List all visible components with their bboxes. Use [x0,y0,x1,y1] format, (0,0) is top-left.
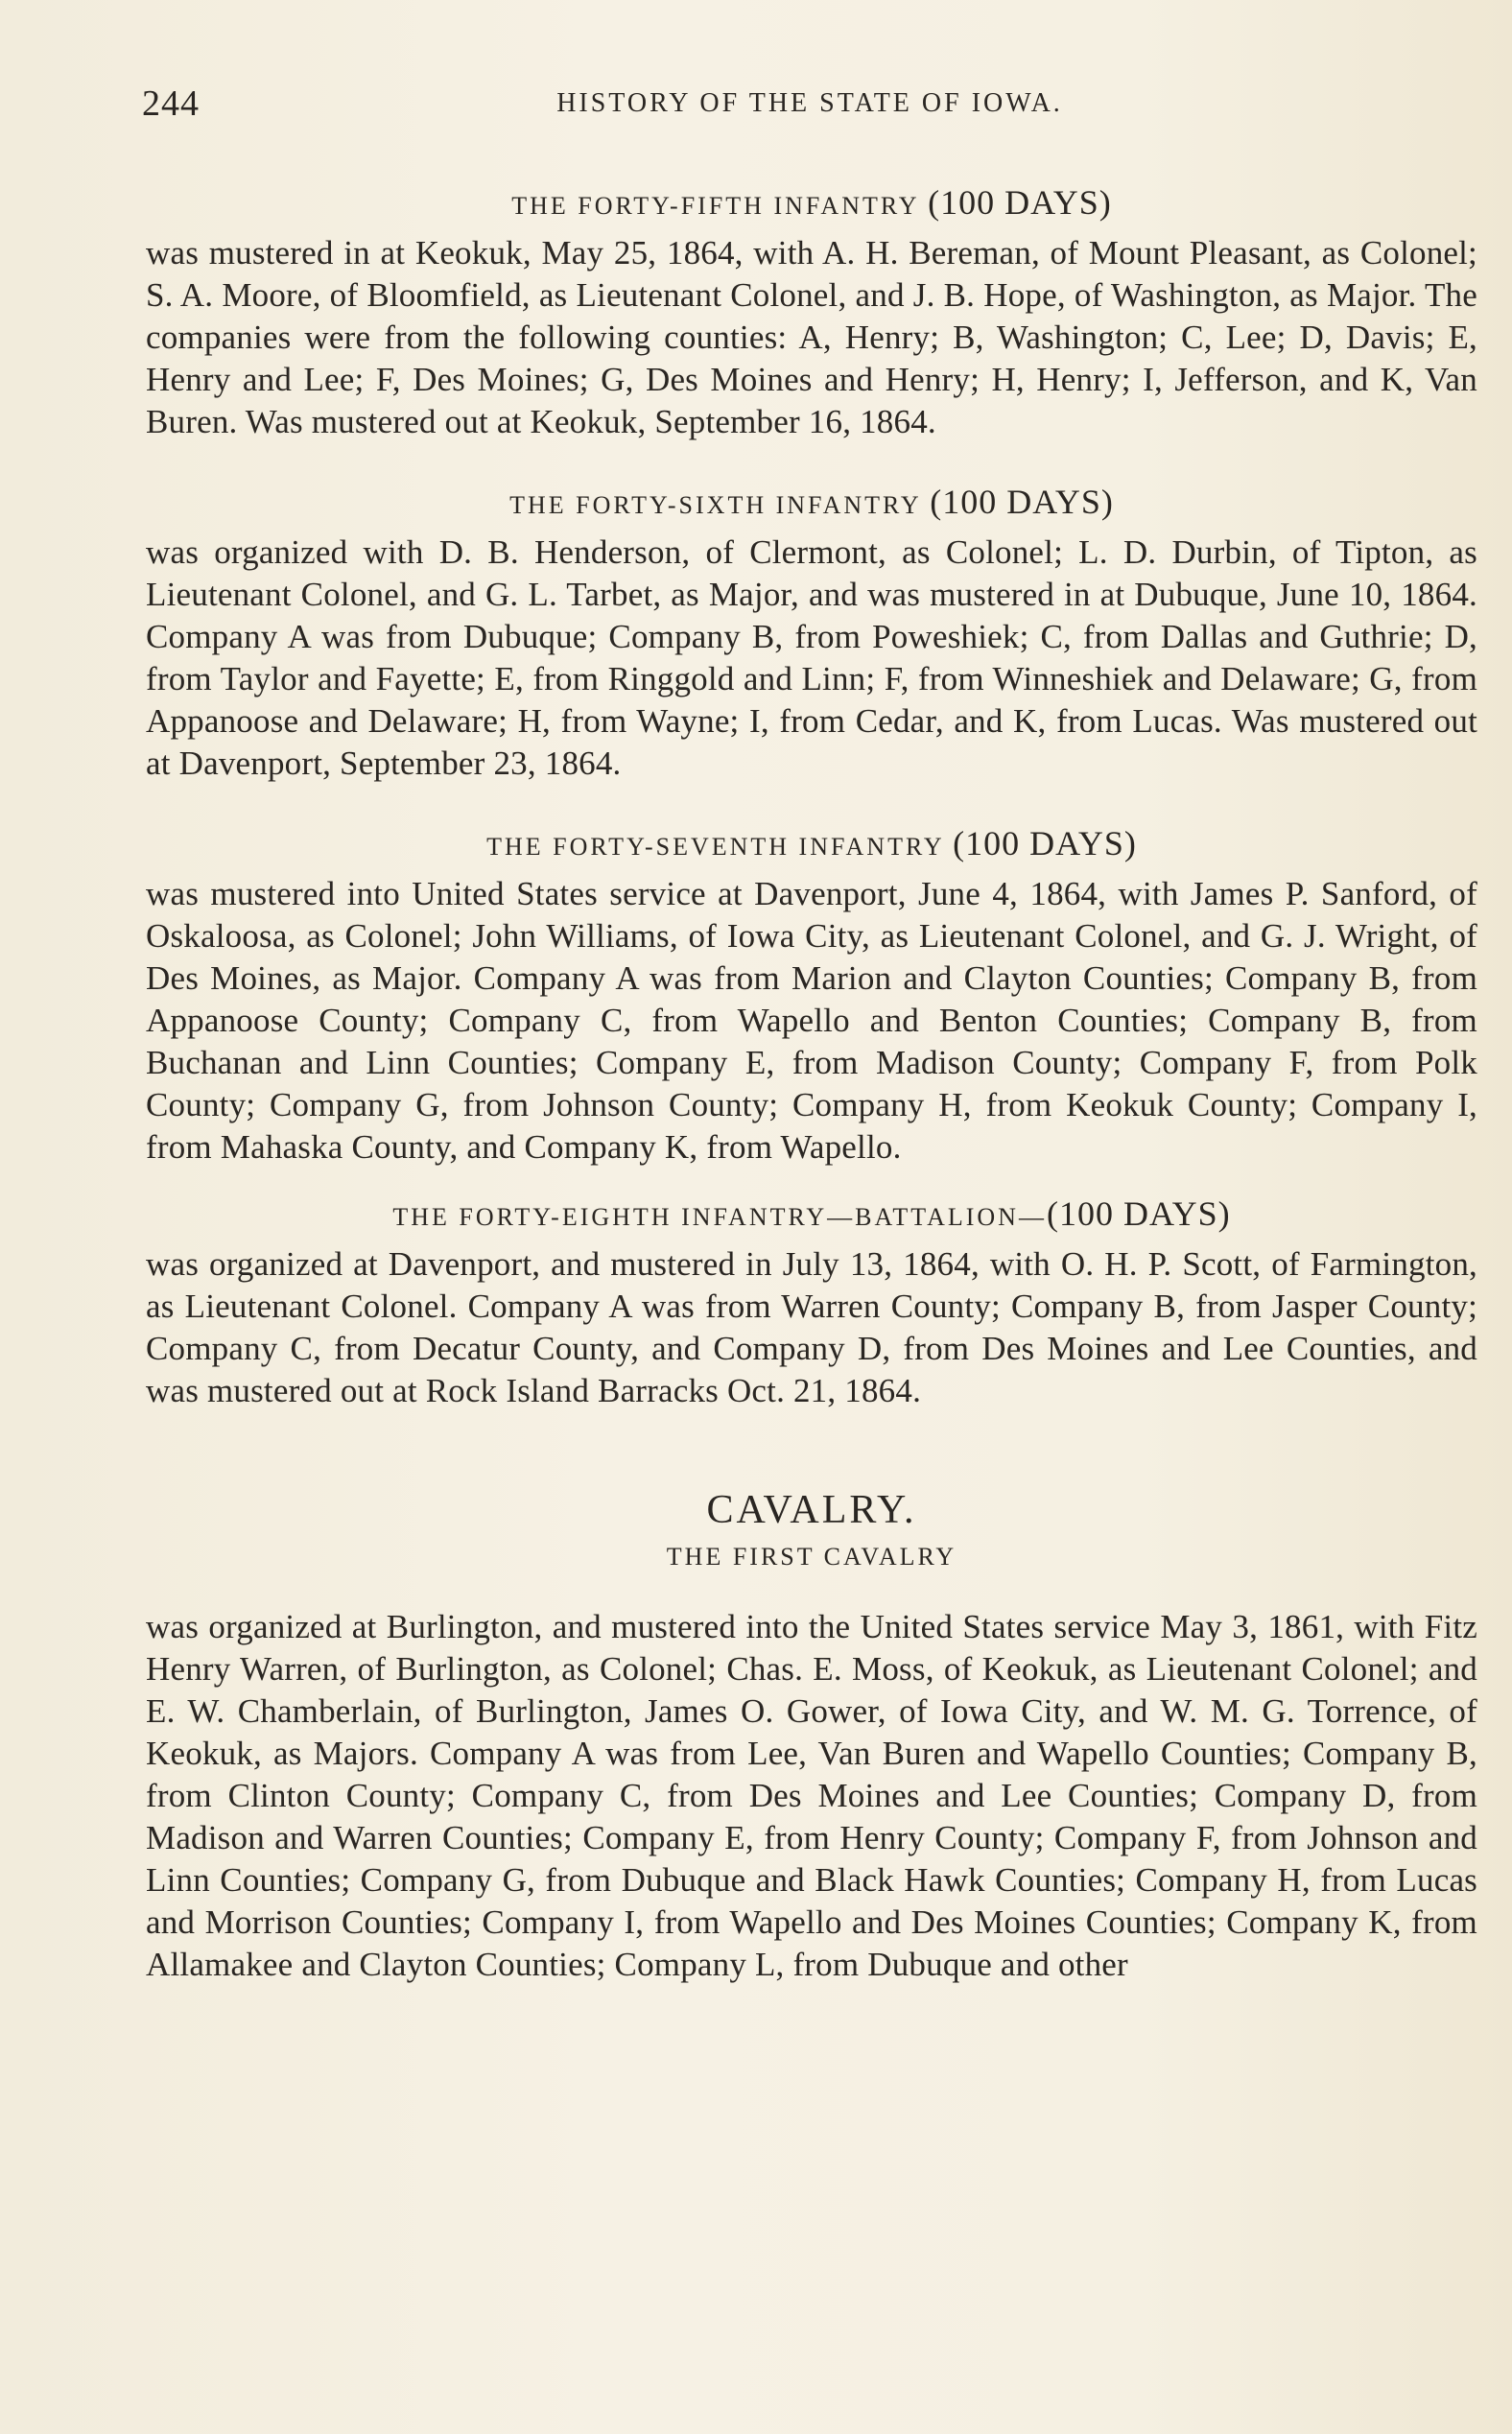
section-body: was organized with D. B. Henderson, of Clermont, as Colonel; L. D. Durbin, of Tipton, as Lieutenant Colonel, and G. L. Tarbet, as Major, and was mustered in at Dubuque, June 10, 1864. Company A was from Dubuque; Company B, from Poweshiek; C, from Dallas and Guthrie; D, from Taylor and Fayette; E, from Ringgold and Linn; F, from Winneshiek and Delaware; G, from Appanoose and Delaware; H, from Wayne; I, from Cedar, and K, from Lucas. Was mustered out at Davenport, September 23, 1864. [146,533,1477,782]
section-forty-sixth-infantry [146,482,1477,785]
sub-heading: THE FIRST CAVALRY [666,1543,957,1571]
section-body: was organized at Davenport, and mustered in July 13, 1864, with O. H. P. Scott, of Farmington, as Lieutenant Colonel. Company A was from Warren County; Company B, from Jasper County; Company C, from Decatur County, and Company D, from Des Moines and Lee Counties, and was mustered out at Rock Island Barracks Oct. 21, 1864. [146,1245,1477,1409]
section-heading-text: THE FORTY-FIFTH INFANTRY [511,192,919,220]
page-header [142,83,1477,130]
section-body: was mustered into United States service at Davenport, June 4, 1864, with James P. Sanford, of Oskaloosa, as Colonel; John Williams, of Iowa City, as Lieutenant Colonel, and G. J. Wright, of Des Moines, as Major. Company A was from Marion and Clayton Counties; Company B, from Appanoose County; Company C, from Wapello and Benton Counties; Company B, from Buchanan and Linn Counties; Company E, from Madison County; Company F, from Polk County; Company G, from Johnson County; Company H, from Keokuk County; Company I, from Mahaska County, and Company K, from Wapello. [146,875,1477,1166]
part-heading: CAVALRY. [706,1488,917,1532]
section-body: was mustered in at Keokuk, May 25, 1864, with A. H. Bereman, of Mount Pleasant, as Colonel; S. A. Moore, of Bloomfield, as Lieutenant Colonel, and J. B. Hope, of Washington, as Major. The companies were from the following counties: A, Henry; B, Washington; C, Lee; D, Davis; E, Henry and Lee; F, Des Moines; G, Des Moines and Henry; H, Henry; I, Jefferson, and K, Van Buren. Was mustered out at Keokuk, September 16, 1864. [146,234,1477,440]
section-days: (100 DAYS) [953,824,1137,863]
section-forty-seventh-infantry [146,823,1477,1169]
section-heading-text: THE FORTY-SIXTH INFANTRY [509,491,921,519]
section-heading-text: THE FORTY-SEVENTH INFANTRY [486,833,944,861]
page-content [146,182,1477,1986]
section-heading [146,1193,1477,1234]
section-heading-text: THE FORTY-EIGHTH INFANTRY—BATTALION— [392,1203,1047,1231]
running-title: HISTORY OF THE STATE OF IOWA. [556,88,1063,118]
section-days: (100 DAYS) [930,483,1114,521]
section-cavalry [146,1487,1477,1986]
section-forty-eighth-infantry [146,1193,1477,1412]
section-heading [146,482,1477,522]
page-number: 244 [142,83,200,124]
section-days: (100 DAYS) [1046,1194,1231,1233]
section-heading [146,182,1477,223]
section-heading [146,823,1477,863]
section-forty-fifth-infantry [146,182,1477,443]
section-days: (100 DAYS) [928,183,1112,222]
section-body: was organized at Burlington, and mustered into the United States service May 3, 1861, with Fitz Henry Warren, of Burlington, as Colonel; Chas. E. Moss, of Keokuk, as Lieutenant Colonel; and E. W. Chamberlain, of Burlington, James O. Gower, of Iowa City, and W. M. G. Torrence, of Keokuk, as Majors. Company A was from Lee, Van Buren and Wapello Counties; Company B, from Clinton County; Company C, from Des Moines and Lee Counties; Company D, from Madison and Warren Counties; Company E, from Henry County; Company F, from Johnson and Linn Counties; Company G, from Dubuque and Black Hawk Counties; Company H, from Lucas and Morrison Counties; Company I, from Wapello and Des Moines Counties; Company K, from Allamakee and Clayton Counties; Company L, from Dubuque and other [146,1608,1477,1983]
